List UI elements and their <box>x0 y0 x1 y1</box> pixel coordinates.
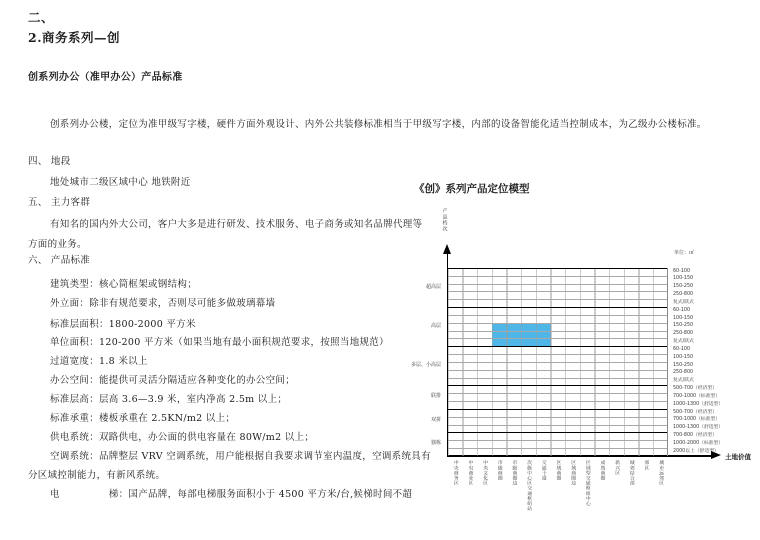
positioning-grid <box>448 268 668 456</box>
spec-hvac-system: 空调系统：品牌整层 VRV 空调系统，用户能根据自我要求调节室内温度，空调系统具有 <box>50 451 431 462</box>
x-category-label: 新兴区 <box>614 460 620 476</box>
heading-location: 四、 地段 <box>28 156 71 167</box>
row-area-label: 700-800（经济型） <box>673 433 718 439</box>
spec-facade: 外立面：除非有规范要求，否则尽可能多做玻璃幕墙 <box>50 298 276 309</box>
row-area-label: 100-150 <box>673 315 694 321</box>
row-area-label: 150-250 <box>673 362 694 368</box>
grid-row <box>448 363 667 371</box>
spec-office-space: 办公空间：能提供可灵活分隔适应各种变化的办公空间； <box>50 375 296 386</box>
grid-row <box>448 277 667 285</box>
grid-row <box>448 394 667 402</box>
grid-row <box>448 292 667 300</box>
x-category-label: 区域商圈边 <box>570 460 576 486</box>
row-area-label: 复式/跃式 <box>673 299 694 305</box>
grid-bands <box>448 268 667 456</box>
spec-corridor-width: 过道宽度：1.8 米以上 <box>50 356 148 367</box>
x-category-label: 区域型交通枢纽中心 <box>584 460 590 506</box>
row-area-label: 1000-1300（舒适型） <box>673 425 724 431</box>
intro-paragraph: 创系列办公楼，定位为准甲级写字楼，硬件方面外观设计、内外公共装修标准相当于甲级写字楼，内部的设备智能化适当控制成本，为乙级办公楼标准。 <box>50 119 707 130</box>
row-area-label: 700-1000（标准型） <box>673 417 721 423</box>
spec-power-system: 供电系统：双路供电，办公面的供电容量在 80W/m2 以上； <box>50 432 315 443</box>
row-area-label: 1000-1300（舒适型） <box>673 401 724 407</box>
x-category-label: 次级中心区交通枢纽站 <box>526 460 532 511</box>
row-area-label: 复式/跃式 <box>673 378 694 384</box>
row-area-label: 150-250 <box>673 323 694 329</box>
row-area-label: 150-250 <box>673 284 694 290</box>
band-1 <box>448 307 667 346</box>
band-label: 超高层 <box>425 283 441 290</box>
x-category-label: 区域商圈 <box>555 460 561 481</box>
band-label: 高层 <box>430 322 441 329</box>
x-category-label: 中央文化区 <box>482 460 488 486</box>
location-text: 地处城市二级区域中心 地铁附近 <box>50 177 191 188</box>
x-category-label: 城市远郊区 <box>658 460 664 486</box>
row-area-label: 60-100 <box>673 307 690 313</box>
x-category-label: 成熟商圈 <box>599 460 605 481</box>
spec-floor-height: 标准层高：层高 3.6—3.9 米，室内净高 2.5m 以上； <box>50 394 288 405</box>
spec-building-type: 建筑类型：核心筒框架或钢结构； <box>50 279 198 290</box>
band-label: 联排 <box>430 393 441 400</box>
spec-hvac-system-2: 分区域控制能力，有新风系统。 <box>28 470 166 481</box>
row-area-label: 2000以上（舒适型） <box>673 448 719 454</box>
grid-row <box>448 324 667 332</box>
band-labels <box>398 268 444 456</box>
grid-row <box>448 410 667 418</box>
grid-row <box>448 449 667 456</box>
row-area-label: 250-800 <box>673 370 694 376</box>
band-4 <box>448 409 667 433</box>
x-category-label: 交通干道 <box>540 460 546 481</box>
grid-row <box>448 426 667 433</box>
grid-row <box>448 269 667 277</box>
customers-text-2: 方面的业务。 <box>28 239 87 250</box>
band-label: 多层、小高层 <box>410 361 441 368</box>
grid-row <box>448 402 667 409</box>
x-category-label: 城郊结合部 <box>628 460 634 486</box>
grid-row <box>448 308 667 316</box>
spec-load-bearing: 标准承重：楼板承重在 2.5KN/m2 以上； <box>50 413 236 424</box>
grid-row <box>448 285 667 293</box>
row-area-labels <box>673 268 759 456</box>
x-axis-label: 土地价值 <box>725 452 751 461</box>
x-category-label: 中央商业区 <box>467 460 473 486</box>
row-area-label: 60-100 <box>673 268 690 274</box>
row-area-label: 60-100 <box>673 346 690 352</box>
row-area-label: 250-800 <box>673 292 694 298</box>
area-unit-label: 单位：㎡ <box>674 250 695 256</box>
row-area-label: 700-1000（标准型） <box>673 393 721 399</box>
band-2 <box>448 346 667 385</box>
band-0 <box>448 268 667 307</box>
grid-row <box>448 332 667 340</box>
grid-row <box>448 418 667 426</box>
x-category-label: 市级商圈边 <box>511 460 517 486</box>
section-number: 二、 <box>28 10 55 25</box>
x-category-labels <box>448 460 678 535</box>
x-category-label: 郊区 <box>643 460 649 471</box>
row-area-label: 250-800 <box>673 331 694 337</box>
x-category-label: 中央商务区 <box>452 460 458 486</box>
grid-row <box>448 316 667 324</box>
row-area-label: 复式/跃式 <box>673 339 694 345</box>
row-area-label: 1000-2000（标准型） <box>673 440 724 446</box>
grid-row <box>448 433 667 441</box>
x-category-label: 市级商圈 <box>496 460 502 481</box>
heading-customers: 五、 主力客群 <box>28 197 91 208</box>
subsection-title: 创系列办公（准甲办公）产品标准 <box>28 72 183 83</box>
section-title: 2.商务系列—创 <box>28 30 121 45</box>
grid-row <box>448 371 667 379</box>
spec-unit-area: 单位面积：120-200 平方米（如果当地有最小面积规范要求，按照当地规范） <box>50 337 389 348</box>
row-area-label: 500-700（经济型） <box>673 409 718 415</box>
row-area-label: 100-150 <box>673 354 694 360</box>
band-5 <box>448 432 667 456</box>
row-area-label: 500-700（经济型） <box>673 386 718 392</box>
grid-row <box>448 300 667 307</box>
y-axis-arrow-icon <box>443 244 451 254</box>
band-label: 双拼 <box>430 416 441 423</box>
grid-row <box>448 339 667 346</box>
row-area-label: 100-150 <box>673 276 694 282</box>
grid-row <box>448 347 667 355</box>
spec-elevator: 电 梯：国产品牌，每部电梯服务面积小于 4500 平方米/台,候梯时间不超 <box>50 489 413 500</box>
chart-title: 《创》系列产品定位模型 <box>414 183 530 195</box>
y-axis-label: 产品档次 <box>441 208 448 232</box>
heading-product-standard: 六、 产品标准 <box>28 255 91 266</box>
band-label: 独栋 <box>430 440 441 447</box>
band-3 <box>448 385 667 409</box>
spec-floor-area: 标准层面积：1800-2000 平方米 <box>50 319 196 330</box>
grid-row <box>448 355 667 363</box>
grid-row <box>448 386 667 394</box>
grid-row <box>448 441 667 449</box>
grid-row <box>448 379 667 386</box>
customers-text-1: 有知名的国内外大公司，客户大多是进行研发、技术服务、电子商务或知名品牌代理等 <box>50 219 423 230</box>
